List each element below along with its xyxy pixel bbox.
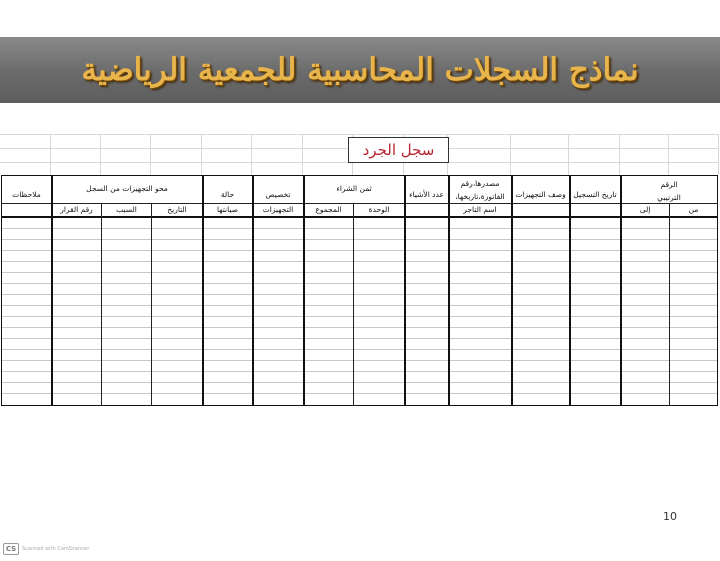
header-total: المجموع xyxy=(315,205,342,214)
header-source-line3: اسم التاجر xyxy=(463,205,497,214)
inventory-table xyxy=(1,175,718,406)
header-unit: الوحدة xyxy=(368,205,390,214)
header-erase-reason: السبب xyxy=(116,205,137,214)
header-source-line2: الفاتورة،تاريخها، xyxy=(455,192,505,201)
header-state-sub: صيانتها xyxy=(216,205,238,214)
header-erase-decision: رقم القرار xyxy=(60,205,93,214)
register-title: سجل الجرد xyxy=(348,137,449,163)
header-allocation-sub: التجهيزات xyxy=(262,205,294,214)
header-purchase-price: ثمن الشراء xyxy=(336,184,372,193)
header-state: حالة xyxy=(220,190,235,199)
header-erase-date: التاريخ xyxy=(167,205,187,214)
title-banner xyxy=(0,37,720,103)
header-notes: ملاحظات xyxy=(12,190,41,199)
banner-title: نماذج السجلات المحاسبية للجمعية الرياضية xyxy=(81,52,639,88)
header-source-line1: مصدرها،رقم xyxy=(460,179,500,188)
scanner-text: Scanned with CamScanner xyxy=(22,546,90,552)
header-serial: الرقم xyxy=(660,180,678,189)
header-erase-equipment: محو التجهيزات من السجل xyxy=(86,184,168,193)
header-serial-sub: الترتيبي xyxy=(657,193,681,202)
header-from: من xyxy=(688,205,699,214)
camscanner-icon: CS xyxy=(3,543,19,555)
scanner-watermark xyxy=(3,543,89,555)
page-number: 10 xyxy=(663,510,677,523)
header-allocation: تخصيص xyxy=(265,190,291,199)
header-equipment-description: وصف التجهيزات xyxy=(515,190,566,199)
header-quantity: عدد الأشياء xyxy=(409,190,444,199)
header-registration-date: تاريخ التسجيل xyxy=(573,190,617,199)
header-to: إلى xyxy=(639,205,651,214)
